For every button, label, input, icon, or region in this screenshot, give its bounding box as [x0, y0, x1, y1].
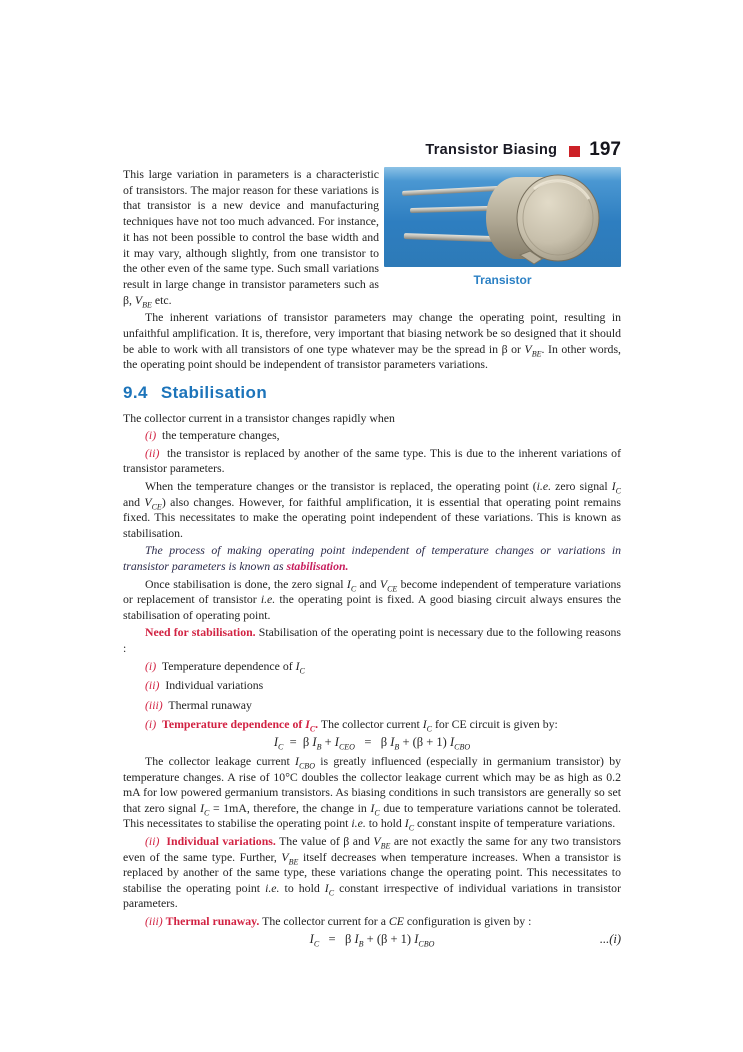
figure-transistor — [384, 167, 621, 310]
paragraph-individual-variations: (ii) Individual variations. The value of β and $V_{BE}$ are not exactly the same for any two transistors even of the same type. Further, $V_{BE}$ itself decreases when temperature increases. When a transistor is replaced by another of the same type, these variations change the operating point. This necessitates to stabilise the operating point i.e. to hold $I_C$ constant irrespective of individual variations in transistor parameters. — [123, 833, 622, 911]
equation-number-label: ...(i) — [599, 931, 621, 946]
figure-caption: Transistor — [473, 273, 532, 287]
list-item-ii: (ii) the transistor is replaced by another of the same type. This is due to the inherent variations of transistor parameters. — [123, 445, 621, 476]
list-item-i: (i) the temperature changes, — [145, 428, 280, 443]
paragraph-when-temperature: When the temperature changes or the transistor is replaced, the operating point (i.e. zero signal $I_C$ and $V_{CE}$) also changes. However, for faithful amplification, it is essential that operating point remains fixed. This necessitates to make the operating point independent of these variations. This is known as stabilisation. — [123, 479, 622, 540]
reasons-list — [123, 659, 621, 714]
page-content — [123, 140, 621, 951]
running-header — [123, 140, 621, 160]
transistor-photo — [384, 167, 621, 267]
paragraph-thermal-runaway: (iii) Thermal runaway. The collector current for a CE configuration is given by : — [145, 913, 532, 928]
reason-item-ii: (ii) Individual variations — [145, 678, 264, 693]
chapter-title: Transistor Biasing — [425, 142, 558, 158]
section-title: Stabilisation — [160, 382, 268, 402]
equation-thermal-runaway — [123, 932, 621, 947]
paragraph-intro: This large variation in parameters is a characteristic of transistors. The major reason for these variations is that transistor is a new device and manufacturing techniques have not too much advanced. For instance, it has not been possible to control the base width and it may vary, although slightly, from one transistor to the other even of the same type. Such small variations result in large change in transistor parameters such as β, $V_{BE}$ etc. — [123, 167, 379, 309]
equation-body: $I_C = \beta$ $I_B + (\beta + 1)$ $I_{CBO}$ — [309, 931, 435, 949]
paragraph-inherent-variations: The inherent variations of transistor parameters may change the operating point, resulting in unfaithful amplification. It is, therefore, very important that biasing network be so designed that it should be able to work with all transistors of one type whatever may be the spread in β or $V_{BE}$. In other words, the operating point should be independent of transistor parameters variations. — [123, 310, 621, 372]
equation-collector-current: $I_C = \beta$ $I_B + I_{CEO} = \beta$ $I_B + (\beta + 1)$ $I_{CBO}$ — [273, 734, 471, 752]
paragraph-once-stabilisation: Once stabilisation is done, the zero signal $I_C$ and $V_{CE}$ become independent of temperature variations or replacement of transistor i.e. the operating point is fixed. A good biasing circuit always ensures the stabilisation of operating point. — [123, 576, 621, 622]
paragraph-temperature-dependence: (i) Temperature dependence of $I_C$. The collector current $I_C$ for CE circuit is given by: — [145, 717, 558, 734]
paragraph-leakage-current: The collector leakage current $I_{CBO}$ is greatly influenced (especially in germanium transistor) by temperature changes. A rise of 10°C doubles the collector leakage current which may be as high as 0.2 mA for low powered germanium transistors. As biasing conditions in such transistors are generally so set that zero signal $I_C = 1mA$, therefore, the change in $I_C$ due to temperature variations cannot be tolerated. This necessitates to stabilise the operating point i.e. to hold $I_C$ constant inspite of temperature variations. — [123, 753, 622, 833]
red-square-icon — [569, 146, 580, 157]
paragraph-collector-current: The collector current in a transistor changes rapidly when — [123, 410, 395, 425]
section-number: 9.4 — [123, 382, 148, 402]
reason-item-iii: (iii) Thermal runaway — [145, 697, 252, 712]
intro-columns — [123, 167, 621, 310]
page-number: 197 — [589, 139, 621, 160]
paragraph-need-for-stabilisation: Need for stabilisation. Stabilisation of the operating point is necessary due to the following reasons : — [123, 625, 622, 656]
section-heading — [123, 383, 621, 403]
paragraph-definition: The process of making operating point independent of temperature changes or variations in transistor parameters is known as stabilisation. — [123, 543, 621, 574]
reason-item-i: (i) Temperature dependence of $I_C$ — [145, 658, 305, 675]
